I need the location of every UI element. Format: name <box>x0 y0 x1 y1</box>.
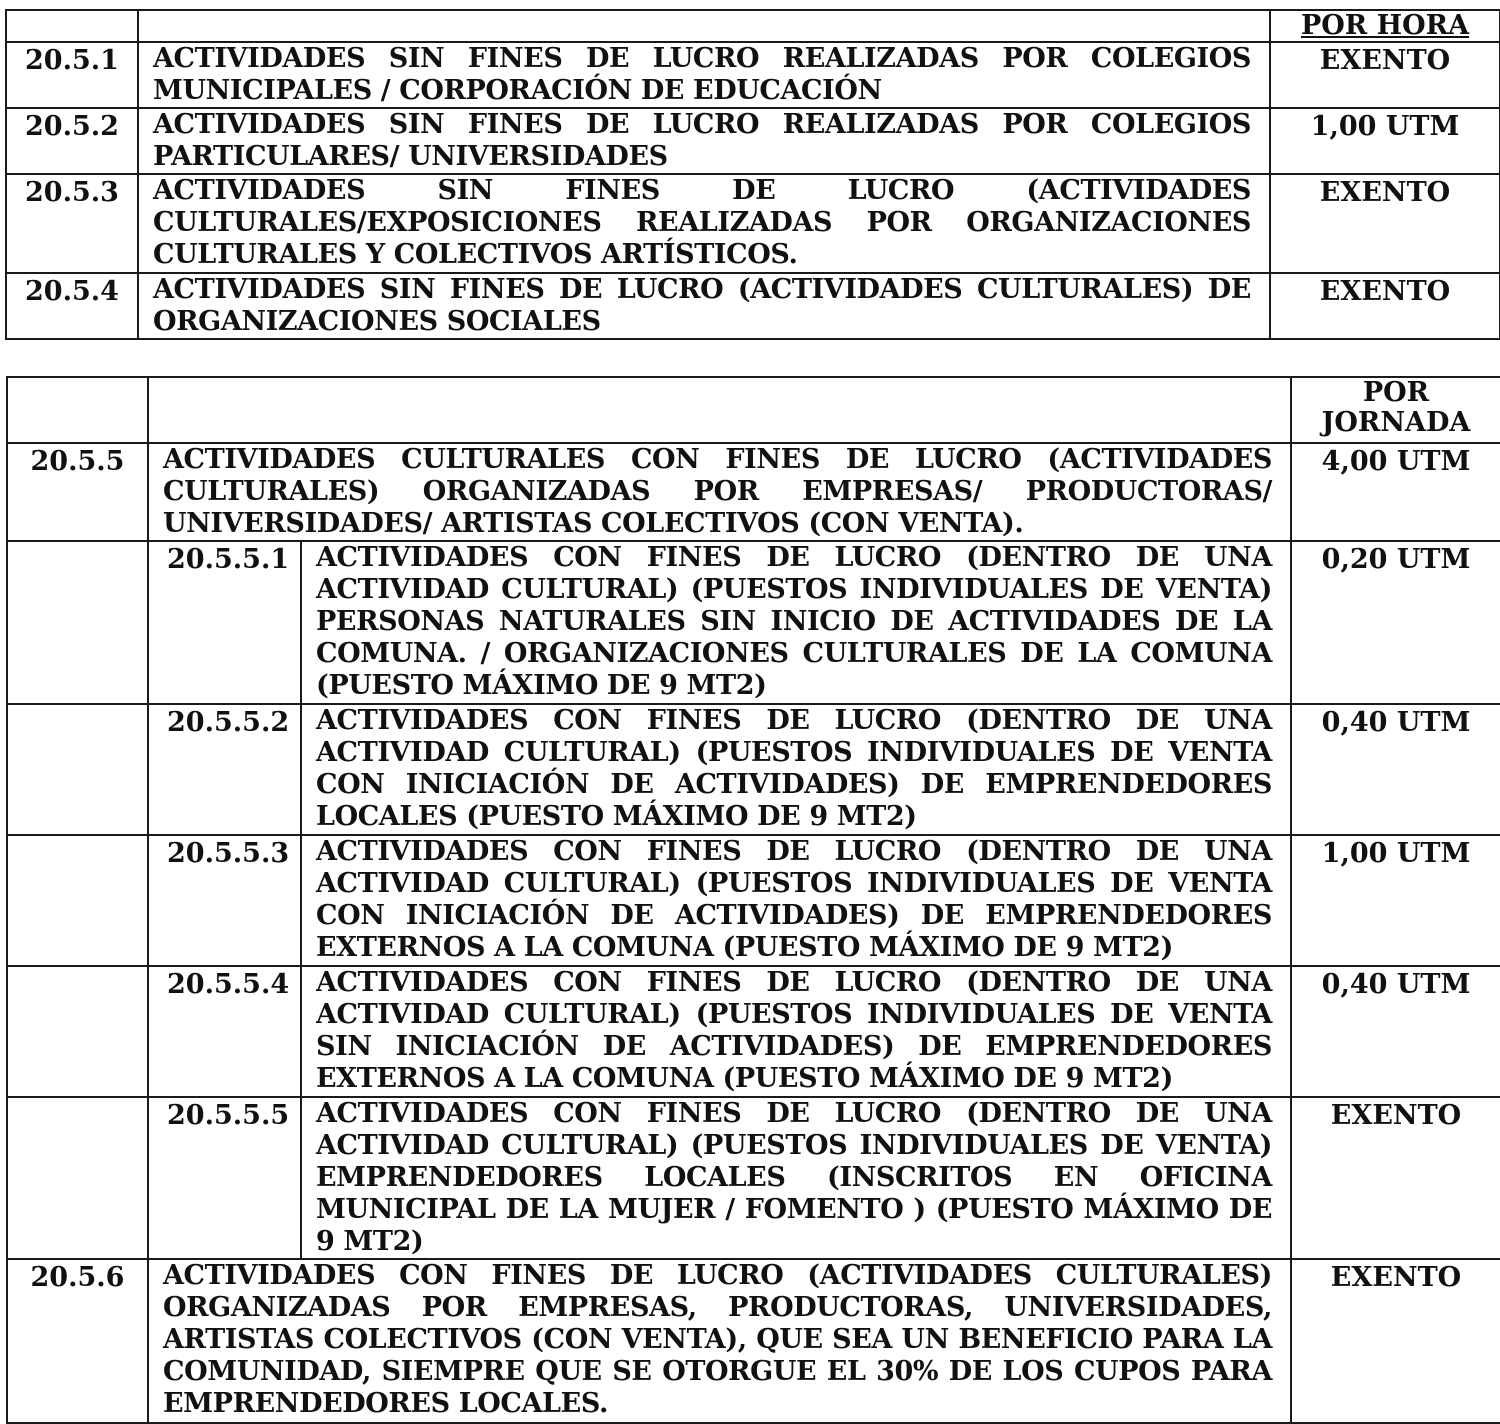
header-empty-cell <box>148 377 1291 443</box>
unit-header-line2: JORNADA <box>1321 407 1471 438</box>
indent-cell <box>7 966 148 1097</box>
item-fee: EXENTO <box>1270 42 1500 108</box>
fees-table-por-jornada <box>6 376 1500 1424</box>
subitem-code: 20.5.5.5 <box>148 1097 301 1259</box>
subitem-description: ACTIVIDADES CON FINES DE LUCRO (DENTRO DE UNA ACTIVIDAD CULTURAL) (PUESTOS INDIVIDUALES DE VENTA SIN INICIACIÓN DE ACTIVIDADES) DE EMPRENDEDORES EXTERNOS A LA COMUNA (PUESTO MÁXIMO DE 9 MT2) <box>301 966 1291 1097</box>
unit-header <box>1291 377 1500 443</box>
subitem-fee: 0,40 UTM <box>1291 704 1500 835</box>
item-code: 20.5.6 <box>7 1259 148 1423</box>
subitem-fee: EXENTO <box>1291 1097 1500 1259</box>
unit-header: POR HORA <box>1270 10 1500 42</box>
indent-cell <box>7 704 148 835</box>
item-description: ACTIVIDADES SIN FINES DE LUCRO REALIZADAS POR COLEGIOS MUNICIPALES / CORPORACIÓN DE EDUCACIÓN <box>138 42 1270 108</box>
unit-header-line1: POR <box>1362 377 1430 408</box>
table-row <box>6 174 1500 273</box>
subitem-code: 20.5.5.2 <box>148 704 301 835</box>
table-subrow <box>7 835 1500 966</box>
item-fee: 1,00 UTM <box>1270 108 1500 174</box>
item-fee: EXENTO <box>1270 273 1500 339</box>
subitem-description: ACTIVIDADES CON FINES DE LUCRO (DENTRO DE UNA ACTIVIDAD CULTURAL) (PUESTOS INDIVIDUALES DE VENTA) PERSONAS NATURALES SIN INICIO DE ACTIVIDADES DE LA COMUNA. / ORGANIZACIONES CULTURALES DE LA COMUNA (PUESTO MÁXIMO DE 9 MT2) <box>301 541 1291 704</box>
subitem-description: ACTIVIDADES CON FINES DE LUCRO (DENTRO DE UNA ACTIVIDAD CULTURAL) (PUESTOS INDIVIDUALES DE VENTA CON INICIACIÓN DE ACTIVIDADES) DE EMPRENDEDORES LOCALES (PUESTO MÁXIMO DE 9 MT2) <box>301 704 1291 835</box>
table-subrow <box>7 966 1500 1097</box>
subitem-fee: 0,20 UTM <box>1291 541 1500 704</box>
item-code: 20.5.5 <box>7 443 148 541</box>
indent-cell <box>7 541 148 704</box>
header-empty-cell <box>6 10 138 42</box>
fees-table-por-hora <box>5 9 1500 340</box>
indent-cell <box>7 1097 148 1259</box>
item-description: ACTIVIDADES CULTURALES CON FINES DE LUCRO (ACTIVIDADES CULTURALES) ORGANIZADAS POR EMPRESAS/ PRODUCTORAS/ UNIVERSIDADES/ ARTISTAS COLECTIVOS (CON VENTA). <box>148 443 1291 541</box>
table-row <box>7 1259 1500 1423</box>
indent-cell <box>7 835 148 966</box>
item-fee: EXENTO <box>1270 174 1500 273</box>
item-description: ACTIVIDADES SIN FINES DE LUCRO REALIZADAS POR COLEGIOS PARTICULARES/ UNIVERSIDADES <box>138 108 1270 174</box>
table-row <box>6 273 1500 339</box>
subitem-description: ACTIVIDADES CON FINES DE LUCRO (DENTRO DE UNA ACTIVIDAD CULTURAL) (PUESTOS INDIVIDUALES DE VENTA CON INICIACIÓN DE ACTIVIDADES) DE EMPRENDEDORES EXTERNOS A LA COMUNA (PUESTO MÁXIMO DE 9 MT2) <box>301 835 1291 966</box>
table-header-row <box>6 10 1500 42</box>
item-fee: EXENTO <box>1291 1259 1500 1423</box>
item-code: 20.5.2 <box>6 108 138 174</box>
header-empty-cell <box>7 377 148 443</box>
subitem-fee: 1,00 UTM <box>1291 835 1500 966</box>
table-row <box>7 443 1500 541</box>
table-row <box>6 108 1500 174</box>
table-subrow <box>7 1097 1500 1259</box>
table-subrow <box>7 541 1500 704</box>
item-description: ACTIVIDADES SIN FINES DE LUCRO (ACTIVIDADES CULTURALES/EXPOSICIONES REALIZADAS POR ORGANIZACIONES CULTURALES Y COLECTIVOS ARTÍSTICOS. <box>138 174 1270 273</box>
item-description: ACTIVIDADES CON FINES DE LUCRO (ACTIVIDADES CULTURALES) ORGANIZADAS POR EMPRESAS, PRODUCTORAS, UNIVERSIDADES, ARTISTAS COLECTIVOS (CON VENTA), QUE SEA UN BENEFICIO PARA LA COMUNIDAD, SIEMPRE QUE SE OTORGUE EL 30% DE LOS CUPOS PARA EMPRENDEDORES LOCALES. <box>148 1259 1291 1423</box>
subitem-code: 20.5.5.4 <box>148 966 301 1097</box>
item-fee: 4,00 UTM <box>1291 443 1500 541</box>
subitem-description: ACTIVIDADES CON FINES DE LUCRO (DENTRO DE UNA ACTIVIDAD CULTURAL) (PUESTOS INDIVIDUALES DE VENTA) EMPRENDEDORES LOCALES (INSCRITOS EN OFICINA MUNICIPAL DE LA MUJER / FOMENTO ) (PUESTO MÁXIMO DE 9 MT2) <box>301 1097 1291 1259</box>
item-code: 20.5.3 <box>6 174 138 273</box>
subitem-fee: 0,40 UTM <box>1291 966 1500 1097</box>
item-code: 20.5.4 <box>6 273 138 339</box>
table-subrow <box>7 704 1500 835</box>
subitem-code: 20.5.5.3 <box>148 835 301 966</box>
item-code: 20.5.1 <box>6 42 138 108</box>
table-header-row <box>7 377 1500 443</box>
item-description: ACTIVIDADES SIN FINES DE LUCRO (ACTIVIDADES CULTURALES) DE ORGANIZACIONES SOCIALES <box>138 273 1270 339</box>
table-row <box>6 42 1500 108</box>
subitem-code: 20.5.5.1 <box>148 541 301 704</box>
header-empty-cell <box>138 10 1270 42</box>
